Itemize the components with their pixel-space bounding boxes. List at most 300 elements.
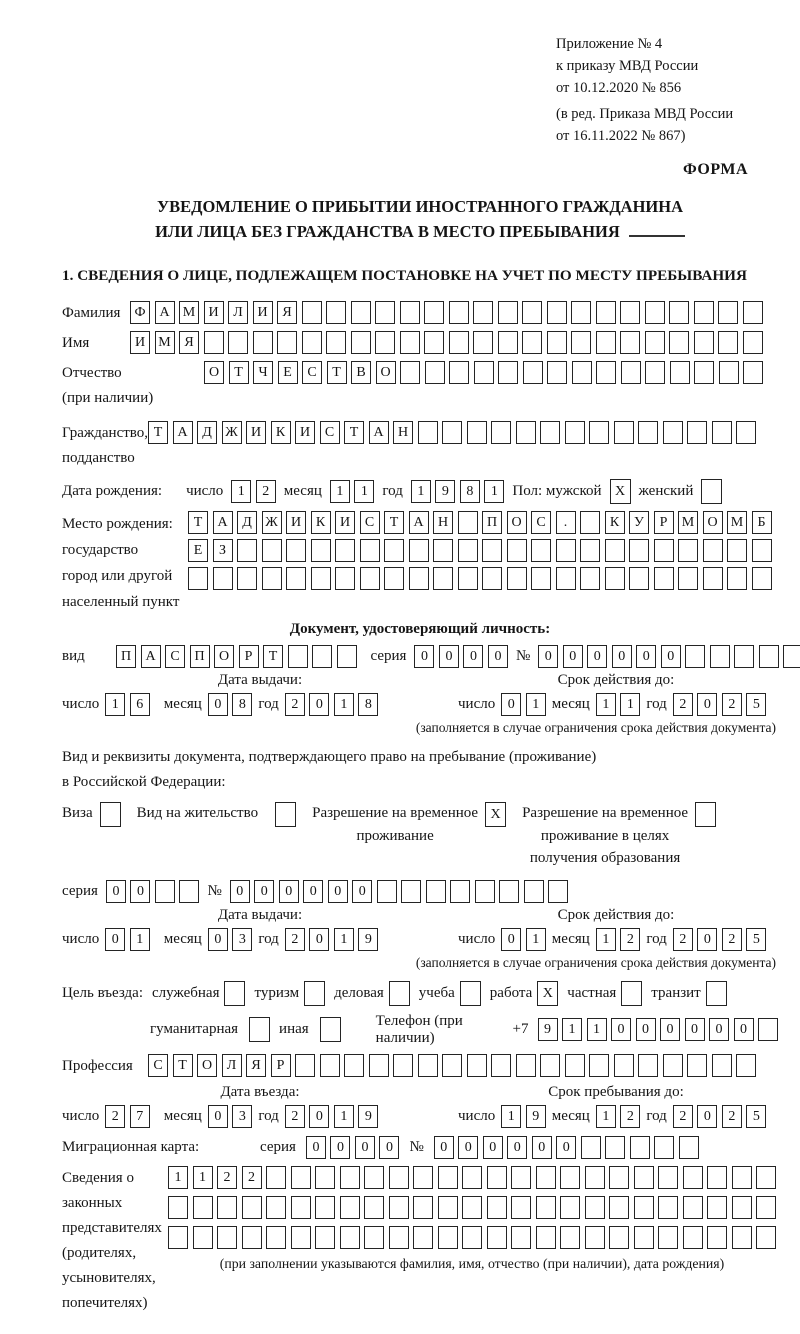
char-box[interactable]	[491, 1054, 511, 1077]
char-box[interactable]	[242, 1196, 262, 1219]
char-box[interactable]: 2	[722, 1105, 742, 1128]
char-box[interactable]	[242, 1226, 262, 1249]
char-box[interactable]	[694, 331, 714, 354]
char-box[interactable]	[507, 539, 527, 562]
char-box[interactable]: 1	[330, 480, 350, 503]
char-box[interactable]: 0	[414, 645, 434, 668]
char-box[interactable]	[609, 1226, 629, 1249]
char-box[interactable]	[547, 331, 567, 354]
char-box[interactable]	[438, 1166, 458, 1189]
char-box[interactable]	[449, 301, 469, 324]
char-box[interactable]	[596, 331, 616, 354]
char-box[interactable]	[409, 539, 429, 562]
char-box[interactable]	[511, 1196, 531, 1219]
char-box[interactable]	[712, 421, 732, 444]
char-box[interactable]: 0	[685, 1018, 705, 1041]
char-box[interactable]	[718, 331, 738, 354]
char-box[interactable]: Е	[188, 539, 208, 562]
char-box[interactable]	[449, 331, 469, 354]
char-box[interactable]: 0	[328, 880, 348, 903]
char-box[interactable]	[589, 1054, 609, 1077]
char-box[interactable]: С	[360, 511, 380, 534]
char-box[interactable]: И	[130, 331, 150, 354]
char-box[interactable]: 0	[501, 693, 521, 716]
char-box[interactable]	[375, 331, 395, 354]
char-box[interactable]: 8	[232, 693, 252, 716]
char-box[interactable]	[438, 1196, 458, 1219]
char-box[interactable]: 2	[217, 1166, 237, 1189]
char-box[interactable]	[424, 301, 444, 324]
char-box[interactable]	[277, 331, 297, 354]
char-box[interactable]	[516, 1054, 536, 1077]
char-box[interactable]: 5	[746, 693, 766, 716]
char-box[interactable]	[736, 1054, 756, 1077]
char-box[interactable]	[424, 331, 444, 354]
char-box[interactable]	[458, 539, 478, 562]
char-box[interactable]	[756, 1196, 776, 1219]
char-box[interactable]	[413, 1166, 433, 1189]
char-box[interactable]	[522, 301, 542, 324]
char-box[interactable]: Ж	[262, 511, 282, 534]
char-box[interactable]	[312, 645, 332, 668]
char-box[interactable]: М	[678, 511, 698, 534]
char-box[interactable]: Я	[246, 1054, 266, 1077]
char-box[interactable]	[687, 1054, 707, 1077]
char-box[interactable]: 1	[168, 1166, 188, 1189]
char-box[interactable]	[712, 1054, 732, 1077]
char-box[interactable]: И	[295, 421, 315, 444]
char-box[interactable]	[706, 981, 727, 1006]
char-box[interactable]	[752, 567, 772, 590]
char-box[interactable]: Т	[263, 645, 283, 668]
char-box[interactable]	[228, 331, 248, 354]
char-box[interactable]: 0	[309, 1105, 329, 1128]
char-box[interactable]: 0	[439, 645, 459, 668]
char-box[interactable]: Р	[271, 1054, 291, 1077]
char-box[interactable]: С	[148, 1054, 168, 1077]
char-box[interactable]: 0	[532, 1136, 552, 1159]
char-box[interactable]: 1	[334, 1105, 354, 1128]
char-box[interactable]	[433, 539, 453, 562]
char-box[interactable]: 0	[697, 693, 717, 716]
char-box[interactable]: X	[537, 981, 558, 1006]
char-box[interactable]: Л	[228, 301, 248, 324]
char-box[interactable]	[507, 567, 527, 590]
char-box[interactable]	[217, 1196, 237, 1219]
char-box[interactable]: 1	[354, 480, 374, 503]
char-box[interactable]	[695, 802, 716, 827]
char-box[interactable]	[340, 1196, 360, 1219]
char-box[interactable]: П	[116, 645, 136, 668]
char-box[interactable]: К	[271, 421, 291, 444]
char-box[interactable]	[498, 301, 518, 324]
char-box[interactable]	[337, 645, 357, 668]
char-box[interactable]	[400, 301, 420, 324]
char-box[interactable]: 0	[538, 645, 558, 668]
char-box[interactable]: 0	[697, 928, 717, 951]
char-box[interactable]	[703, 539, 723, 562]
char-box[interactable]	[687, 421, 707, 444]
char-box[interactable]	[531, 567, 551, 590]
char-box[interactable]	[168, 1226, 188, 1249]
char-box[interactable]	[658, 1196, 678, 1219]
char-box[interactable]	[426, 880, 446, 903]
char-box[interactable]	[438, 1226, 458, 1249]
char-box[interactable]	[523, 361, 543, 384]
char-box[interactable]	[266, 1226, 286, 1249]
char-box[interactable]	[743, 361, 763, 384]
char-box[interactable]	[707, 1166, 727, 1189]
char-box[interactable]: 0	[208, 928, 228, 951]
char-box[interactable]	[589, 421, 609, 444]
char-box[interactable]	[262, 567, 282, 590]
char-box[interactable]: 1	[334, 693, 354, 716]
char-box[interactable]: З	[213, 539, 233, 562]
char-box[interactable]: 8	[460, 480, 480, 503]
char-box[interactable]: 0	[660, 1018, 680, 1041]
char-box[interactable]	[614, 1054, 634, 1077]
char-box[interactable]	[487, 1166, 507, 1189]
char-box[interactable]	[580, 539, 600, 562]
char-box[interactable]: Н	[433, 511, 453, 534]
char-box[interactable]	[262, 539, 282, 562]
char-box[interactable]	[179, 880, 199, 903]
char-box[interactable]	[462, 1196, 482, 1219]
char-box[interactable]: О	[703, 511, 723, 534]
char-box[interactable]	[389, 1166, 409, 1189]
char-box[interactable]	[474, 361, 494, 384]
char-box[interactable]	[188, 567, 208, 590]
char-box[interactable]	[315, 1226, 335, 1249]
char-box[interactable]: М	[179, 301, 199, 324]
char-box[interactable]	[556, 539, 576, 562]
char-box[interactable]	[384, 539, 404, 562]
char-box[interactable]	[286, 567, 306, 590]
char-box[interactable]: 1	[596, 1105, 616, 1128]
char-box[interactable]	[433, 567, 453, 590]
char-box[interactable]: У	[629, 511, 649, 534]
char-box[interactable]: 0	[230, 880, 250, 903]
char-box[interactable]	[609, 1166, 629, 1189]
char-box[interactable]	[572, 361, 592, 384]
char-box[interactable]	[752, 539, 772, 562]
char-box[interactable]: 0	[483, 1136, 503, 1159]
char-box[interactable]	[237, 539, 257, 562]
char-box[interactable]	[565, 1054, 585, 1077]
char-box[interactable]	[596, 361, 616, 384]
char-box[interactable]	[585, 1166, 605, 1189]
char-box[interactable]	[291, 1196, 311, 1219]
char-box[interactable]: 2	[105, 1105, 125, 1128]
char-box[interactable]	[727, 567, 747, 590]
char-box[interactable]	[694, 301, 714, 324]
char-box[interactable]: 2	[285, 928, 305, 951]
char-box[interactable]	[621, 981, 642, 1006]
char-box[interactable]	[536, 1196, 556, 1219]
char-box[interactable]	[638, 421, 658, 444]
char-box[interactable]: 9	[358, 928, 378, 951]
char-box[interactable]	[701, 479, 722, 504]
char-box[interactable]: 2	[722, 928, 742, 951]
char-box[interactable]: 1	[231, 480, 251, 503]
char-box[interactable]	[556, 567, 576, 590]
char-box[interactable]	[683, 1226, 703, 1249]
char-box[interactable]: 1	[526, 693, 546, 716]
char-box[interactable]: Л	[222, 1054, 242, 1077]
char-box[interactable]: X	[485, 802, 506, 827]
char-box[interactable]: Т	[327, 361, 347, 384]
char-box[interactable]	[487, 1226, 507, 1249]
char-box[interactable]: 3	[232, 1105, 252, 1128]
char-box[interactable]: И	[246, 421, 266, 444]
char-box[interactable]	[315, 1166, 335, 1189]
char-box[interactable]: А	[409, 511, 429, 534]
char-box[interactable]	[605, 1136, 625, 1159]
char-box[interactable]	[703, 567, 723, 590]
char-box[interactable]	[736, 421, 756, 444]
char-box[interactable]	[467, 421, 487, 444]
char-box[interactable]	[213, 567, 233, 590]
char-box[interactable]	[540, 421, 560, 444]
char-box[interactable]: П	[190, 645, 210, 668]
char-box[interactable]	[732, 1226, 752, 1249]
char-box[interactable]	[732, 1166, 752, 1189]
char-box[interactable]: О	[214, 645, 234, 668]
char-box[interactable]	[511, 1166, 531, 1189]
char-box[interactable]	[100, 802, 121, 827]
char-box[interactable]	[473, 301, 493, 324]
char-box[interactable]	[413, 1226, 433, 1249]
char-box[interactable]: Т	[188, 511, 208, 534]
char-box[interactable]: Б	[752, 511, 772, 534]
char-box[interactable]	[710, 645, 730, 668]
char-box[interactable]: 0	[507, 1136, 527, 1159]
char-box[interactable]	[536, 1166, 556, 1189]
char-box[interactable]: 0	[488, 645, 508, 668]
char-box[interactable]	[491, 421, 511, 444]
char-box[interactable]: 2	[620, 1105, 640, 1128]
char-box[interactable]	[560, 1166, 580, 1189]
char-box[interactable]	[734, 645, 754, 668]
char-box[interactable]: Е	[278, 361, 298, 384]
char-box[interactable]	[450, 880, 470, 903]
char-box[interactable]	[621, 361, 641, 384]
char-box[interactable]: К	[311, 511, 331, 534]
char-box[interactable]	[683, 1166, 703, 1189]
char-box[interactable]: Т	[148, 421, 168, 444]
char-box[interactable]	[614, 421, 634, 444]
char-box[interactable]: О	[507, 511, 527, 534]
char-box[interactable]	[683, 1196, 703, 1219]
char-box[interactable]	[783, 645, 800, 668]
char-box[interactable]	[217, 1226, 237, 1249]
char-box[interactable]: Я	[277, 301, 297, 324]
char-box[interactable]: 3	[232, 928, 252, 951]
char-box[interactable]	[516, 421, 536, 444]
char-box[interactable]: 1	[620, 693, 640, 716]
char-box[interactable]: 1	[105, 693, 125, 716]
char-box[interactable]: А	[173, 421, 193, 444]
char-box[interactable]	[531, 539, 551, 562]
char-box[interactable]: 1	[562, 1018, 582, 1041]
char-box[interactable]	[487, 1196, 507, 1219]
char-box[interactable]	[389, 1226, 409, 1249]
char-box[interactable]	[654, 567, 674, 590]
char-box[interactable]: 2	[673, 1105, 693, 1128]
char-box[interactable]	[462, 1226, 482, 1249]
char-box[interactable]	[727, 539, 747, 562]
char-box[interactable]: И	[204, 301, 224, 324]
char-box[interactable]: 0	[587, 645, 607, 668]
char-box[interactable]: Д	[197, 421, 217, 444]
char-box[interactable]	[694, 361, 714, 384]
char-box[interactable]	[304, 981, 325, 1006]
char-box[interactable]: 2	[256, 480, 276, 503]
char-box[interactable]	[400, 331, 420, 354]
char-box[interactable]	[560, 1226, 580, 1249]
char-box[interactable]: М	[727, 511, 747, 534]
char-box[interactable]: Ф	[130, 301, 150, 324]
char-box[interactable]	[286, 539, 306, 562]
char-box[interactable]	[663, 1054, 683, 1077]
char-box[interactable]	[670, 361, 690, 384]
char-box[interactable]: 1	[193, 1166, 213, 1189]
char-box[interactable]: 0	[309, 693, 329, 716]
char-box[interactable]	[326, 331, 346, 354]
char-box[interactable]: X	[610, 479, 631, 504]
char-box[interactable]	[540, 1054, 560, 1077]
char-box[interactable]: Р	[654, 511, 674, 534]
char-box[interactable]	[585, 1226, 605, 1249]
char-box[interactable]	[449, 361, 469, 384]
char-box[interactable]	[237, 567, 257, 590]
char-box[interactable]: .	[556, 511, 576, 534]
char-box[interactable]	[654, 539, 674, 562]
char-box[interactable]	[580, 511, 600, 534]
char-box[interactable]: 0	[254, 880, 274, 903]
char-box[interactable]	[311, 567, 331, 590]
char-box[interactable]: А	[213, 511, 233, 534]
char-box[interactable]: И	[335, 511, 355, 534]
char-box[interactable]	[275, 802, 296, 827]
char-box[interactable]: 0	[309, 928, 329, 951]
char-box[interactable]	[326, 301, 346, 324]
char-box[interactable]: 0	[105, 928, 125, 951]
char-box[interactable]	[524, 880, 544, 903]
char-box[interactable]	[658, 1166, 678, 1189]
char-box[interactable]	[679, 1136, 699, 1159]
char-box[interactable]: 1	[526, 928, 546, 951]
char-box[interactable]: 2	[673, 693, 693, 716]
char-box[interactable]	[634, 1166, 654, 1189]
char-box[interactable]	[224, 981, 245, 1006]
char-box[interactable]: 0	[661, 645, 681, 668]
char-box[interactable]	[351, 301, 371, 324]
char-box[interactable]: 2	[620, 928, 640, 951]
char-box[interactable]	[658, 1226, 678, 1249]
char-box[interactable]	[295, 1054, 315, 1077]
char-box[interactable]	[193, 1226, 213, 1249]
char-box[interactable]	[634, 1226, 654, 1249]
char-box[interactable]	[409, 567, 429, 590]
char-box[interactable]	[547, 361, 567, 384]
char-box[interactable]: 8	[358, 693, 378, 716]
char-box[interactable]: 2	[242, 1166, 262, 1189]
char-box[interactable]	[393, 1054, 413, 1077]
char-box[interactable]	[585, 1196, 605, 1219]
char-box[interactable]	[499, 880, 519, 903]
char-box[interactable]	[340, 1226, 360, 1249]
char-box[interactable]	[351, 331, 371, 354]
char-box[interactable]	[596, 301, 616, 324]
char-box[interactable]: Я	[179, 331, 199, 354]
char-box[interactable]: 1	[596, 928, 616, 951]
char-box[interactable]	[460, 981, 481, 1006]
char-box[interactable]: 0	[208, 1105, 228, 1128]
char-box[interactable]	[565, 421, 585, 444]
char-box[interactable]: 2	[722, 693, 742, 716]
char-box[interactable]	[320, 1054, 340, 1077]
char-box[interactable]	[425, 361, 445, 384]
char-box[interactable]: О	[197, 1054, 217, 1077]
char-box[interactable]	[581, 1136, 601, 1159]
char-box[interactable]	[571, 331, 591, 354]
char-box[interactable]	[498, 361, 518, 384]
char-box[interactable]	[678, 567, 698, 590]
char-box[interactable]	[645, 331, 665, 354]
char-box[interactable]: К	[605, 511, 625, 534]
char-box[interactable]: 0	[612, 645, 632, 668]
char-box[interactable]: 5	[746, 928, 766, 951]
char-box[interactable]	[629, 567, 649, 590]
char-box[interactable]	[375, 301, 395, 324]
char-box[interactable]	[389, 1196, 409, 1219]
char-box[interactable]: 0	[463, 645, 483, 668]
char-box[interactable]: 7	[130, 1105, 150, 1128]
char-box[interactable]	[377, 880, 397, 903]
char-box[interactable]	[413, 1196, 433, 1219]
char-box[interactable]	[580, 567, 600, 590]
char-box[interactable]	[302, 331, 322, 354]
char-box[interactable]: 0	[306, 1136, 326, 1159]
char-box[interactable]: 0	[379, 1136, 399, 1159]
char-box[interactable]	[522, 331, 542, 354]
char-box[interactable]	[685, 645, 705, 668]
char-box[interactable]: 0	[279, 880, 299, 903]
char-box[interactable]: 2	[285, 693, 305, 716]
char-box[interactable]: Т	[384, 511, 404, 534]
char-box[interactable]	[718, 301, 738, 324]
char-box[interactable]: 0	[709, 1018, 729, 1041]
char-box[interactable]: П	[482, 511, 502, 534]
char-box[interactable]	[634, 1196, 654, 1219]
char-box[interactable]: Ч	[253, 361, 273, 384]
char-box[interactable]	[291, 1226, 311, 1249]
char-box[interactable]	[756, 1226, 776, 1249]
char-box[interactable]: С	[165, 645, 185, 668]
char-box[interactable]	[663, 421, 683, 444]
char-box[interactable]	[669, 301, 689, 324]
char-box[interactable]	[360, 539, 380, 562]
char-box[interactable]	[511, 1226, 531, 1249]
char-box[interactable]	[320, 1017, 341, 1042]
char-box[interactable]: 0	[352, 880, 372, 903]
char-box[interactable]	[467, 1054, 487, 1077]
char-box[interactable]	[629, 539, 649, 562]
char-box[interactable]	[743, 301, 763, 324]
char-box[interactable]	[364, 1196, 384, 1219]
char-box[interactable]: 2	[285, 1105, 305, 1128]
